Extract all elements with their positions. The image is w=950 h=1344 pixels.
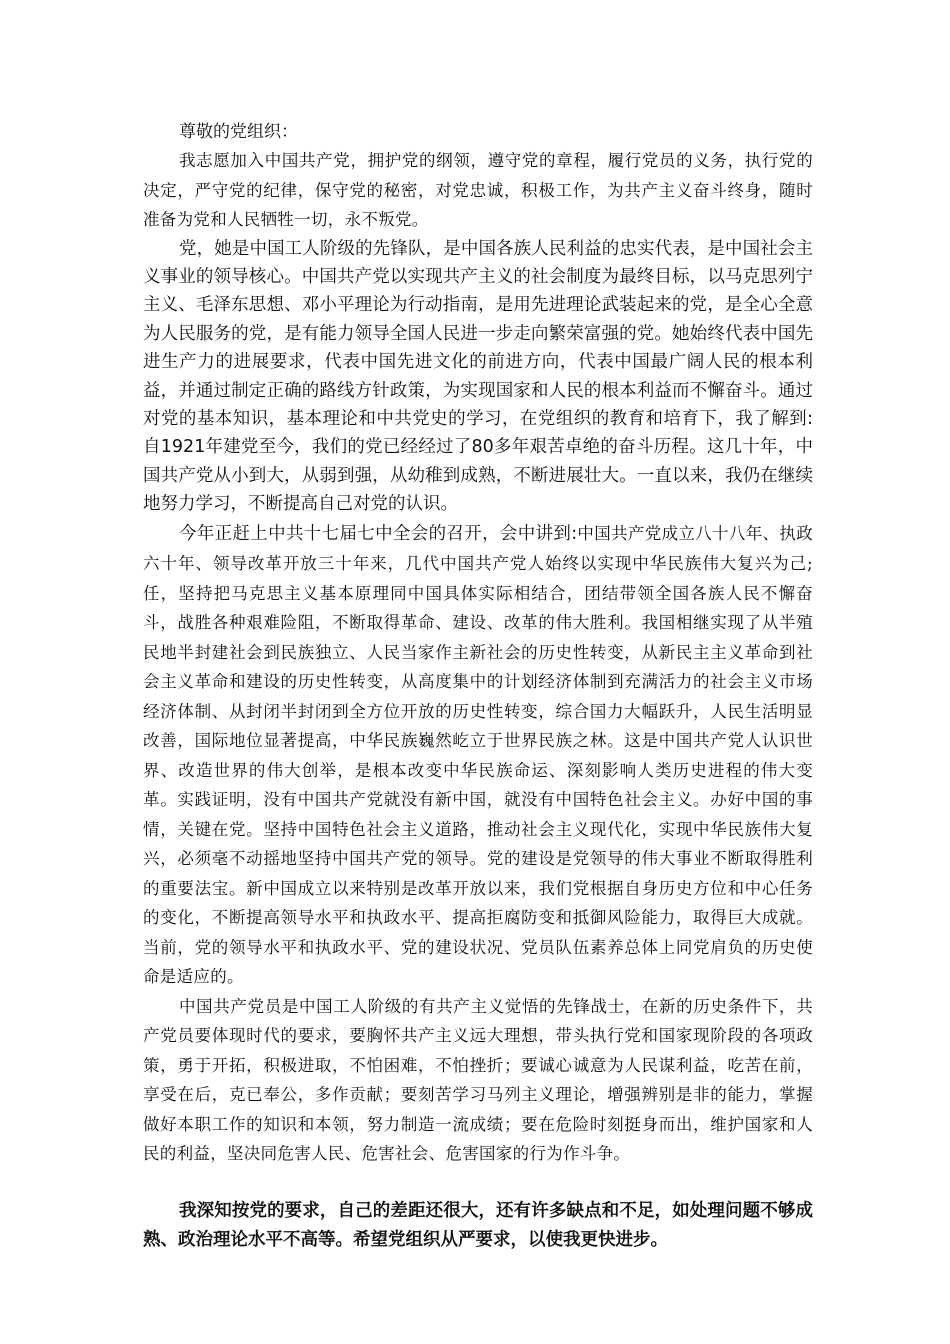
paragraph-member-duties: 中国共产党员是中国工人阶级的有共产主义觉悟的先锋战士，在新的历史条件下，共产党员要体现时代的要求，要胸怀共产主义远大理想，带头执行党和国家现阶段的各项政策，勇于开拓，积极进取，不怕困难，不怕挫折；要诚心诚意为人民谋利益，吃苦在前，享受在后，克已奉公，多作贡献；要刻苦学习马列主义理论，增强辨别是非的能力，掌握做好本职工作的知识和本领，努力制造一流成绩；要在危险时刻挺身而出，维护国家和人民的利益，坚决同危害人民、危害社会、危害国家的行为作斗争。 <box>143 996 813 1164</box>
paragraph-closing: 我深知按党的要求，自己的差距还很大，还有许多缺点和不足，如处理问题不够成熟、政治理论水平不高等。希望党组织从严要求，以使我更快进步。 <box>143 1200 813 1250</box>
plenum-body: 中国共产党成立八十八年、执政六十年、领导改革开放三十年来，几代中国共产党人始终以实现中华民族伟大复兴为己;任，坚持把马克思主义基本原理同中国具体实际相结合，团结带领全国各族人民不懈奋斗，战胜各种艰难险阻，不断取得革命、建设、改革的伟大胜利。我国相继实现了从半殖民地半封建社会到民族独立、人民当家作主新社会的历史性转变，从新民主主义革命到社会主义革命和建设的历史性转变，从高度集中的计划经济体制到充满活力的社会主义市场经济体制、从封闭半封闭到全方位开放的历史性转变，综合国力大幅跃升，人民生活明显改善，国际地位显著提高，中华民族巍然屹立于世界民族之林。这是中国共产党人认识世界、改造世界的伟大创举，是根本改变中华民族命运、深刻影响人类历史进程的伟大变革。实践证明，没有中国共产党就没有新中国，就没有中国特色社会主义。办好中国的事情，关键在党。坚持中国特色社会主义道路，推动社会主义现代化，实现中华民族伟大复兴，必须毫不动摇地坚持中国共产党的领导。党的建设是党领导的伟大事业不断取得胜利的重要法宝。新中国成立以来特别是改革开放以来，我们党根据自身历史方位和中心任务的变化，不断提高领导水平和执政水平、提高拒腐防变和抵御风险能力，取得巨大成就。当前，党的领导水平和执政水平、党的建设状况、党员队伍素养总体上同党肩负的历史使命是适应的。 <box>143 523 813 987</box>
salutation: 尊敬的党组织： <box>179 122 298 142</box>
paragraph-plenum <box>143 519 813 992</box>
spacer <box>143 1169 813 1197</box>
plenum-lead: 今年正赶上中共十七届七中全会的召开，会中讲到: <box>179 523 578 544</box>
letter-body <box>143 118 813 1255</box>
paragraph-party-intro: 党，她是中国工人阶级的先锋队，是中国各族人民利益的忠实代表，是中国社会主义事业的领导核心。中国共产党以实现共产主义的社会制度为最终目标，以马克思列宁主义、毛泽东思想、邓小平理论为行动指南，是用先进理论武装起来的党，是全心全意为人民服务的党，是有能力领导全国人民进一步走向繁荣富强的党。她始终代表中国先进生产力的进展要求，代表中国先进文化的前进方向，代表中国最广阔人民的根本利益，并通过制定正确的路线方针政策，为实现国家和人民的根本利益而不懈奋斗。通过对党的基本知识，基本理论和中共党史的学习，在党组织的教育和培育下，我了解到:自1921年建党至今，我们的党已经经过了80多年艰苦卓绝的奋斗历程。这几十年，中国共产党从小到大，从弱到强，从幼稚到成熟，不断进展壮大。一直以来，我仍在继续地努力学习，不断提高自己对党的认识。 <box>143 238 813 515</box>
paragraph-pledge: 我志愿加入中国共产党，拥护党的纲领，遵守党的章程，履行党员的义务，执行党的决定，严守党的纪律，保守党的秘密，对党忠诚，积极工作，为共产主义奋斗终身，随时准备为党和人民牺牲一切，永不叛党。 <box>143 151 813 229</box>
